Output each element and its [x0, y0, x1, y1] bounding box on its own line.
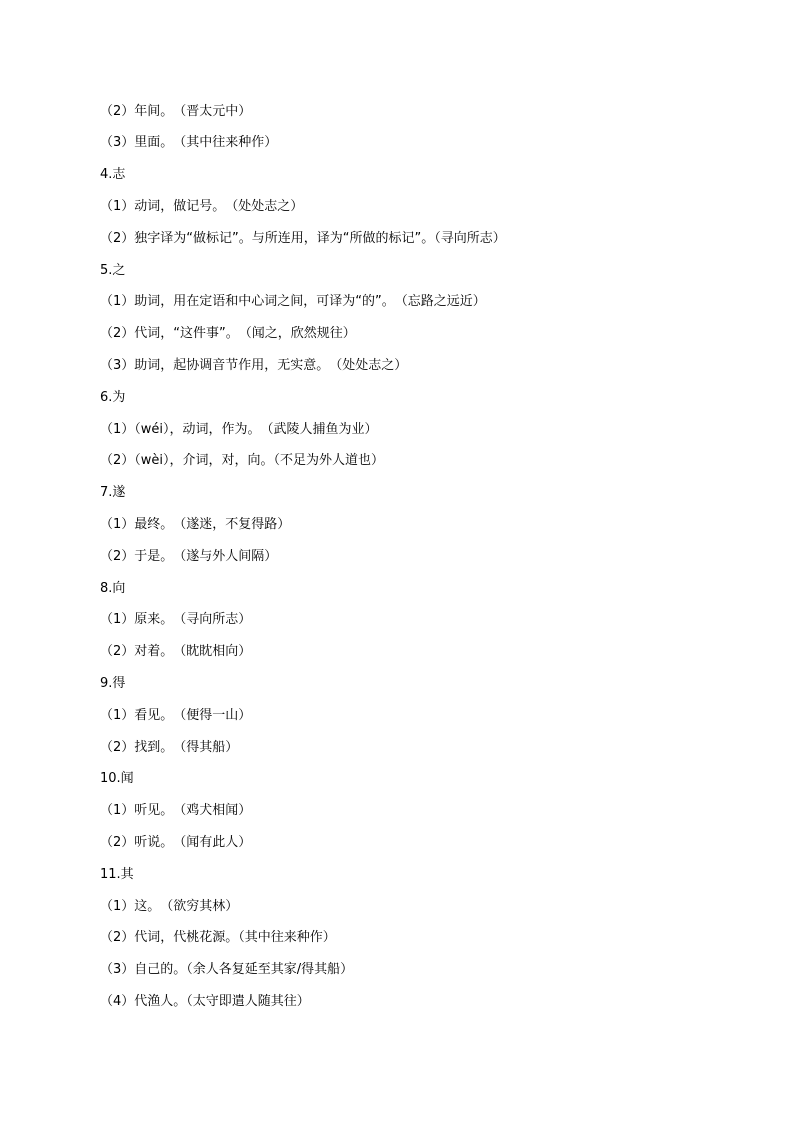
text-line: （2）独字译为“做标记”。与所连用，译为“所做的标记”。（寻向所志）: [100, 231, 506, 246]
text-line: （1）（wéi），动词，作为。 （武陵人捕鱼为业）: [100, 422, 378, 437]
section-heading: 10.闻: [100, 771, 134, 786]
text-line: （1）最终。 （遂迷，不复得路）: [100, 517, 291, 532]
text-line: （1）助词，用在定语和中心词之间，可译为“的”。 （忘路之远近）: [100, 294, 486, 309]
section-heading: 5.之: [100, 263, 126, 278]
text-line: （1）这。 （欲穷其林）: [100, 899, 239, 914]
section-heading: 4.志: [100, 167, 126, 182]
text-line: （2）于是。 （遂与外人间隔）: [100, 549, 278, 564]
text-line: （2）对着。 （眈眈相向）: [100, 644, 252, 659]
text-line: （4）代渔人。（太守即遣人随其往）: [100, 994, 310, 1009]
section-heading: 9.得: [100, 676, 126, 691]
text-line: （2）（wèi），介词，对，向。（不足为外人道也）: [100, 453, 385, 468]
text-line: （2）代词，代桃花源。（其中往来种作）: [100, 930, 336, 945]
text-line: （1）动词，做记号。 （处处志之）: [100, 199, 304, 214]
text-line: （1）听见。 （鸡犬相闻）: [100, 803, 252, 818]
text-line: （1）原来。 （寻向所志）: [100, 612, 252, 627]
text-line: （1）看见。 （便得一山）: [100, 708, 252, 723]
text-line: （2）代词，“这件事”。 （闻之，欣然规往）: [100, 326, 356, 341]
section-heading: 8.向: [100, 581, 126, 596]
text-line: （2）年间。 （晋太元中）: [100, 104, 252, 119]
text-line: （3）助词，起协调音节作用，无实意。 （处处志之）: [100, 358, 408, 373]
text-line: （2）找到。 （得其船）: [100, 740, 239, 755]
section-heading: 6.为: [100, 390, 126, 405]
text-line: （3）自己的。（余人各复延至其家/得其船）: [100, 962, 354, 977]
text-line: （2）听说。 （闻有此人）: [100, 835, 252, 850]
section-heading: 11.其: [100, 867, 134, 882]
section-heading: 7.遂: [100, 485, 126, 500]
text-line: （3）里面。 （其中往来种作）: [100, 135, 278, 150]
